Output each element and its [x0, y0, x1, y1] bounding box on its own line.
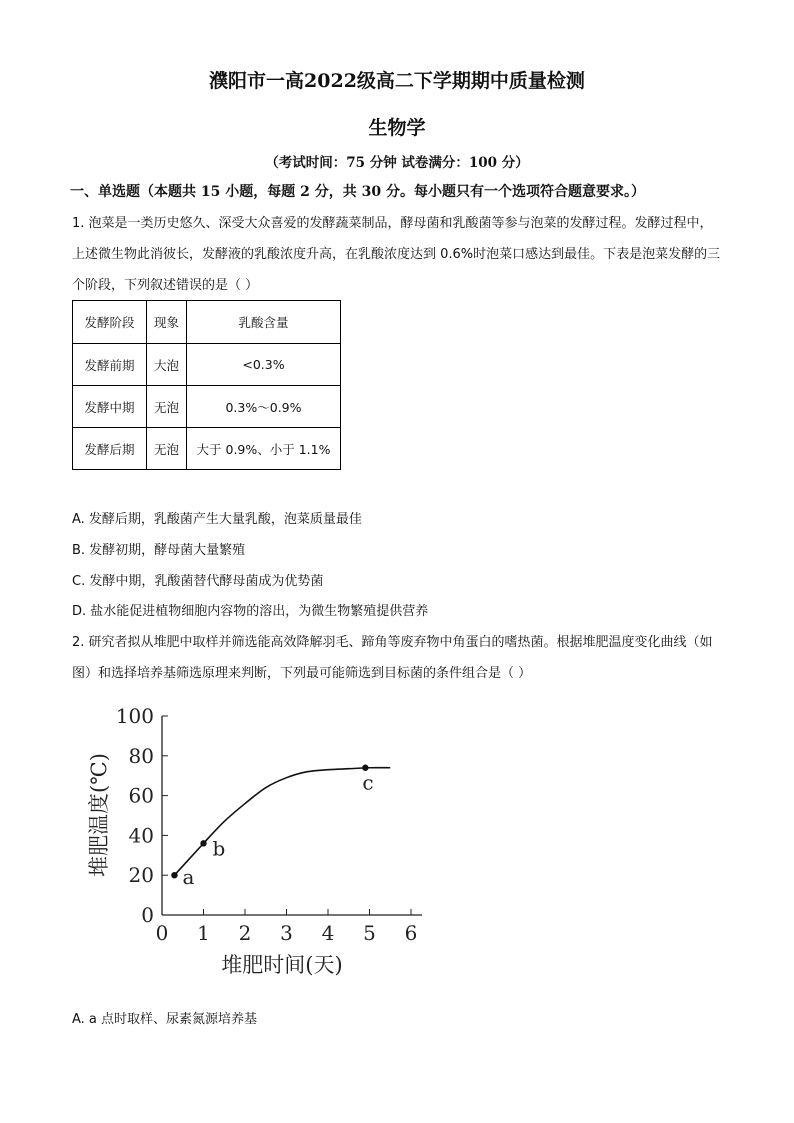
- fermentation-table: [72, 300, 341, 470]
- question-1-stem: 1. 泡菜是一类历史悠久、深受大众喜爱的发酵蔬菜制品，酵母菌和乳酸菌等参与泡菜的发酵过程。发酵过程中，上述微生物此消彼长，发酵液的乳酸浓度升高，在乳酸浓度达到 0.6%时泡菜口感达到最佳。下表是泡菜发酵的三个阶段，下列叙述错误的是（ ）: [72, 216, 721, 293]
- option-a[interactable]: A. 发酵后期，乳酸菌产生大量乳酸，泡菜质量最佳: [72, 512, 362, 527]
- y-tick-label: 20: [128, 863, 154, 888]
- option-b[interactable]: B. 发酵初期，酵母菌大量繁殖: [72, 543, 246, 558]
- y-tick-label: 80: [128, 743, 154, 768]
- table-header-row: [73, 301, 341, 344]
- table-row: [73, 386, 341, 428]
- table-header-cell: 乳酸含量: [187, 301, 341, 344]
- table-cell: 发酵中期: [73, 386, 147, 428]
- y-tick-label: 100: [115, 704, 154, 728]
- table-cell: 大泡: [147, 344, 187, 386]
- x-axis-label: 堆肥时间(天): [221, 953, 343, 977]
- option-a[interactable]: A. a 点时取样、尿素氮源培养基: [72, 1012, 258, 1027]
- x-tick-label: 3: [280, 921, 293, 945]
- point-label-a: a: [182, 865, 195, 890]
- option-c[interactable]: C. 发酵中期，乳酸菌替代酵母菌成为优势菌: [72, 574, 324, 589]
- table-row: [73, 428, 341, 470]
- point-a: [171, 872, 177, 878]
- table-row: [73, 344, 341, 386]
- question-2-stem: 2. 研究者拟从堆肥中取样并筛选能高效降解羽毛、蹄角等废弃物中角蛋白的嗜热菌。根据堆肥温度变化曲线（如图）和选择培养基筛选原理来判断，下列最可能筛选到目标菌的条件组合是（ ）: [72, 635, 713, 681]
- temperature-curve: [174, 768, 390, 876]
- exam-title: 濮阳市一高2022级高二下学期期中质量检测: [209, 70, 585, 92]
- y-axis-label: 堆肥温度(℃): [87, 753, 111, 877]
- x-tick-label: 0: [155, 921, 169, 945]
- x-tick-label: 2: [238, 921, 252, 945]
- table-cell: 发酵前期: [73, 344, 147, 386]
- x-tick-label: 1: [197, 921, 210, 945]
- exam-info: （考试时间：75 分钟 试卷满分：100 分）: [265, 155, 529, 171]
- x-tick-label: 5: [363, 921, 376, 945]
- y-tick-label: 40: [128, 823, 154, 848]
- y-tick-label: 0: [141, 903, 154, 927]
- table-cell: 无泡: [147, 428, 187, 470]
- table-header-cell: 发酵阶段: [73, 301, 147, 344]
- option-d[interactable]: D. 盐水能促进植物细胞内容物的溶出，为微生物繁殖提供营养: [72, 604, 429, 619]
- table-cell: <0.3%: [187, 344, 341, 386]
- subject-title: 生物学: [368, 117, 426, 139]
- table-cell: 大于 0.9%、小于 1.1%: [187, 428, 341, 470]
- x-tick-label: 4: [321, 921, 335, 945]
- point-label-c: c: [362, 770, 374, 795]
- table-cell: 无泡: [147, 386, 187, 428]
- table-cell: 发酵后期: [73, 428, 147, 470]
- y-tick-label: 60: [128, 783, 154, 808]
- table-header-cell: 现象: [147, 301, 187, 344]
- x-tick-label: 6: [404, 921, 418, 945]
- section-heading: 一、单选题（本题共 15 小题，每题 2 分，共 30 分。每小题只有一个选项符合题意要求。）: [70, 184, 645, 200]
- table-cell: 0.3%～0.9%: [187, 386, 341, 428]
- compost-temperature-chart: [72, 700, 432, 990]
- point-b: [200, 840, 206, 846]
- point-label-b: b: [212, 836, 226, 861]
